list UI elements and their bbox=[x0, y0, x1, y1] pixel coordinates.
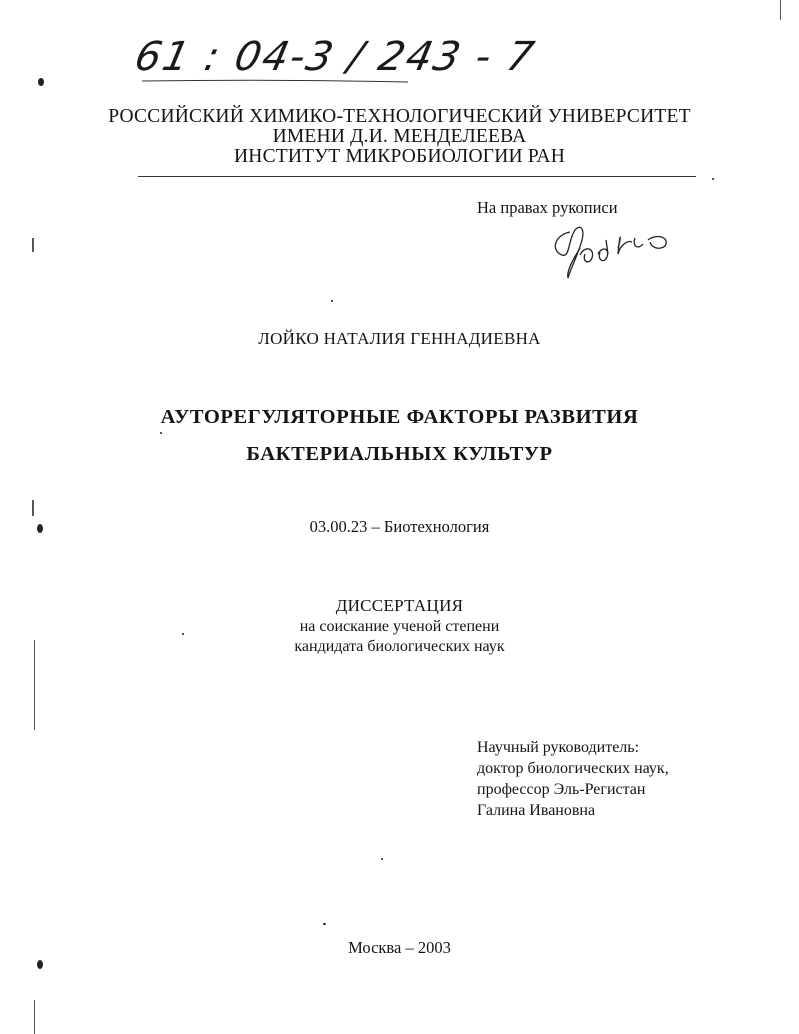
document-type: ДИССЕРТАЦИЯ bbox=[335, 596, 464, 615]
institution-line-1: РОССИЙСКИЙ ХИМИКО-ТЕХНОЛОГИЧЕСКИЙ УНИВЕРСИТЕТ bbox=[108, 106, 691, 127]
degree-line-2: кандидата биологических наук bbox=[294, 638, 505, 655]
author-name: ЛОЙКО НАТАЛИЯ ГЕННАДИЕВНА bbox=[258, 329, 541, 348]
advisor-degree: доктор биологических наук, bbox=[477, 760, 669, 777]
advisor-label: Научный руководитель: bbox=[477, 739, 640, 756]
margin-line bbox=[34, 1000, 35, 1034]
speck bbox=[381, 858, 383, 860]
advisor-name: профессор Эль-Регистан bbox=[477, 781, 646, 798]
institution-line-3: ИНСТИТУТ МИКРОБИОЛОГИИ РАН bbox=[234, 146, 565, 167]
margin-mark bbox=[32, 500, 34, 516]
advisor-name-2: Галина Ивановна bbox=[477, 802, 596, 819]
dissertation-title-line-1: АУТОРЕГУЛЯТОРНЫЕ ФАКТОРЫ РАЗВИТИЯ bbox=[160, 406, 639, 428]
punch-mark bbox=[37, 960, 43, 969]
speck bbox=[712, 178, 714, 180]
speck bbox=[182, 633, 184, 635]
degree-line-1: на соискание ученой степени bbox=[299, 618, 500, 635]
dissertation-title-line-2: БАКТЕРИАЛЬНЫХ КУЛЬТУР bbox=[246, 443, 553, 465]
speck bbox=[160, 432, 162, 434]
margin-mark bbox=[32, 238, 34, 252]
header-rule bbox=[138, 176, 696, 177]
author-signature bbox=[540, 210, 680, 285]
speck bbox=[323, 923, 326, 925]
margin-line bbox=[34, 640, 35, 730]
catalog-number: 61 : 04-3 / 243 - 7 bbox=[130, 34, 540, 80]
rights-notice: На правах рукописи bbox=[477, 198, 618, 217]
city-year: Москва – 2003 bbox=[348, 938, 451, 957]
punch-mark bbox=[38, 78, 44, 86]
institution-line-2: ИМЕНИ Д.И. МЕНДЕЛЕЕВА bbox=[272, 126, 527, 147]
margin-line bbox=[780, 0, 781, 20]
speck bbox=[331, 300, 333, 302]
specialty-code: 03.00.23 – Биотехнология bbox=[309, 517, 490, 536]
punch-mark bbox=[37, 524, 43, 533]
catalog-underline bbox=[140, 78, 410, 84]
